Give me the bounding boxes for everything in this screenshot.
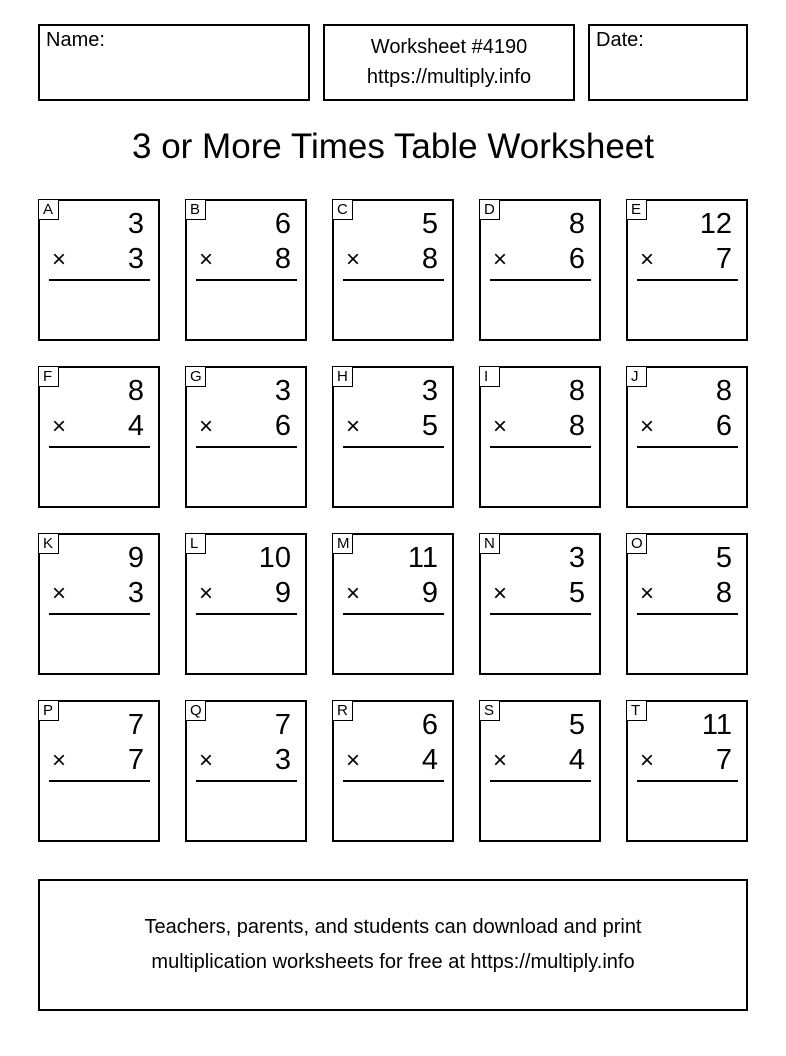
multiplicand: 9: [127, 542, 144, 574]
problem-letter: E: [626, 199, 647, 220]
times-sign: ×: [199, 747, 214, 774]
multiplicand: 3: [127, 208, 144, 240]
answer-line: [637, 613, 738, 615]
problem-card[interactable]: [626, 533, 748, 675]
problem-card[interactable]: [185, 533, 307, 675]
times-sign: ×: [199, 246, 214, 273]
times-sign: ×: [199, 413, 214, 440]
problem-letter: H: [332, 366, 353, 387]
times-sign: ×: [493, 580, 508, 607]
multiplier: 8: [715, 577, 732, 609]
multiplier: 6: [274, 410, 291, 442]
multiplier: 4: [568, 744, 585, 776]
answer-line: [343, 279, 444, 281]
problem-card[interactable]: [479, 533, 601, 675]
name-field-box[interactable]: [38, 24, 310, 101]
problem-card[interactable]: [626, 199, 748, 341]
multiplier: 7: [715, 243, 732, 275]
multiplicand: 3: [568, 542, 585, 574]
problem-letter: R: [332, 700, 353, 721]
answer-line: [343, 613, 444, 615]
answer-line: [196, 780, 297, 782]
multiplier: 8: [421, 243, 438, 275]
answer-line: [490, 279, 591, 281]
problem-letter: D: [479, 199, 500, 220]
multiplicand: 8: [568, 375, 585, 407]
answer-line: [49, 780, 150, 782]
times-sign: ×: [640, 747, 655, 774]
problem-card[interactable]: [185, 700, 307, 842]
multiplier: 6: [568, 243, 585, 275]
multiplicand: 8: [127, 375, 144, 407]
answer-line: [490, 780, 591, 782]
name-label: Name:: [46, 29, 105, 51]
problem-card[interactable]: [332, 366, 454, 508]
problem-letter: L: [185, 533, 206, 554]
multiplicand: 10: [258, 542, 291, 574]
problem-letter: S: [479, 700, 500, 721]
answer-line: [196, 446, 297, 448]
multiplicand: 5: [568, 709, 585, 741]
problem-card[interactable]: [38, 700, 160, 842]
problem-card[interactable]: [38, 533, 160, 675]
times-sign: ×: [346, 747, 361, 774]
answer-line: [490, 446, 591, 448]
answer-line: [49, 279, 150, 281]
multiplicand: 3: [274, 375, 291, 407]
problem-letter: A: [38, 199, 59, 220]
multiplicand: 7: [127, 709, 144, 741]
multiplicand: 6: [421, 709, 438, 741]
multiplier: 3: [127, 243, 144, 275]
multiplier: 3: [127, 577, 144, 609]
problem-letter: F: [38, 366, 59, 387]
answer-line: [343, 446, 444, 448]
times-sign: ×: [52, 580, 67, 607]
problem-card[interactable]: [332, 199, 454, 341]
date-field-box[interactable]: [588, 24, 748, 101]
problem-card[interactable]: [332, 700, 454, 842]
times-sign: ×: [52, 246, 67, 273]
times-sign: ×: [346, 246, 361, 273]
problem-card[interactable]: [38, 199, 160, 341]
problem-letter: O: [626, 533, 647, 554]
multiplier: 9: [274, 577, 291, 609]
footer-text-line-1: Teachers, parents, and students can download and print: [144, 916, 642, 938]
answer-line: [637, 279, 738, 281]
times-sign: ×: [640, 246, 655, 273]
multiplier: 6: [715, 410, 732, 442]
multiplier: 9: [421, 577, 438, 609]
answer-line: [49, 613, 150, 615]
multiplier: 8: [568, 410, 585, 442]
multiplicand: 11: [407, 542, 438, 574]
problem-letter: N: [479, 533, 500, 554]
worksheet-number: Worksheet #4190: [370, 36, 528, 58]
times-sign: ×: [52, 413, 67, 440]
multiplicand: 6: [274, 208, 291, 240]
multiplicand: 12: [699, 208, 732, 240]
multiplier: 5: [421, 410, 438, 442]
multiplicand: 11: [701, 709, 732, 741]
problem-letter: T: [626, 700, 647, 721]
problem-letter: J: [626, 366, 647, 387]
times-sign: ×: [640, 580, 655, 607]
problem-card[interactable]: [626, 700, 748, 842]
times-sign: ×: [493, 413, 508, 440]
answer-line: [637, 446, 738, 448]
multiplicand: 7: [274, 709, 291, 741]
answer-line: [196, 613, 297, 615]
multiplier: 4: [421, 744, 438, 776]
date-label: Date:: [596, 29, 644, 51]
times-sign: ×: [640, 413, 655, 440]
times-sign: ×: [493, 246, 508, 273]
problem-letter: P: [38, 700, 59, 721]
problem-letter: I: [479, 366, 500, 387]
times-sign: ×: [199, 580, 214, 607]
problem-letter: Q: [185, 700, 206, 721]
answer-line: [343, 780, 444, 782]
times-sign: ×: [346, 580, 361, 607]
problem-card[interactable]: [479, 366, 601, 508]
problem-card[interactable]: [479, 199, 601, 341]
multiplicand: 8: [568, 208, 585, 240]
problem-card[interactable]: [185, 199, 307, 341]
problem-card[interactable]: [185, 366, 307, 508]
multiplier: 3: [274, 744, 291, 776]
answer-line: [196, 279, 297, 281]
problem-card[interactable]: [38, 366, 160, 508]
problem-card[interactable]: [479, 700, 601, 842]
footer-box: [38, 879, 748, 1011]
multiplicand: 5: [715, 542, 732, 574]
worksheet-title: 3 or More Times Table Worksheet: [132, 127, 654, 166]
times-sign: ×: [493, 747, 508, 774]
problem-card[interactable]: [626, 366, 748, 508]
multiplier: 7: [127, 744, 144, 776]
answer-line: [49, 446, 150, 448]
problem-letter: C: [332, 199, 353, 220]
multiplier: 8: [274, 243, 291, 275]
multiplicand: 8: [715, 375, 732, 407]
worksheet-info-box: [323, 24, 575, 101]
multiplicand: 5: [421, 208, 438, 240]
worksheet-url: https://multiply.info: [366, 66, 532, 88]
problem-letter: M: [332, 533, 353, 554]
problem-letter: B: [185, 199, 206, 220]
multiplier: 4: [127, 410, 144, 442]
answer-line: [637, 780, 738, 782]
multiplier: 7: [715, 744, 732, 776]
answer-line: [490, 613, 591, 615]
problem-letter: K: [38, 533, 59, 554]
times-sign: ×: [52, 747, 67, 774]
problem-letter: G: [185, 366, 206, 387]
multiplicand: 3: [421, 375, 438, 407]
problem-card[interactable]: [332, 533, 454, 675]
times-sign: ×: [346, 413, 361, 440]
footer-text-line-2: multiplication worksheets for free at https://multiply.info: [151, 951, 635, 973]
multiplier: 5: [568, 577, 585, 609]
